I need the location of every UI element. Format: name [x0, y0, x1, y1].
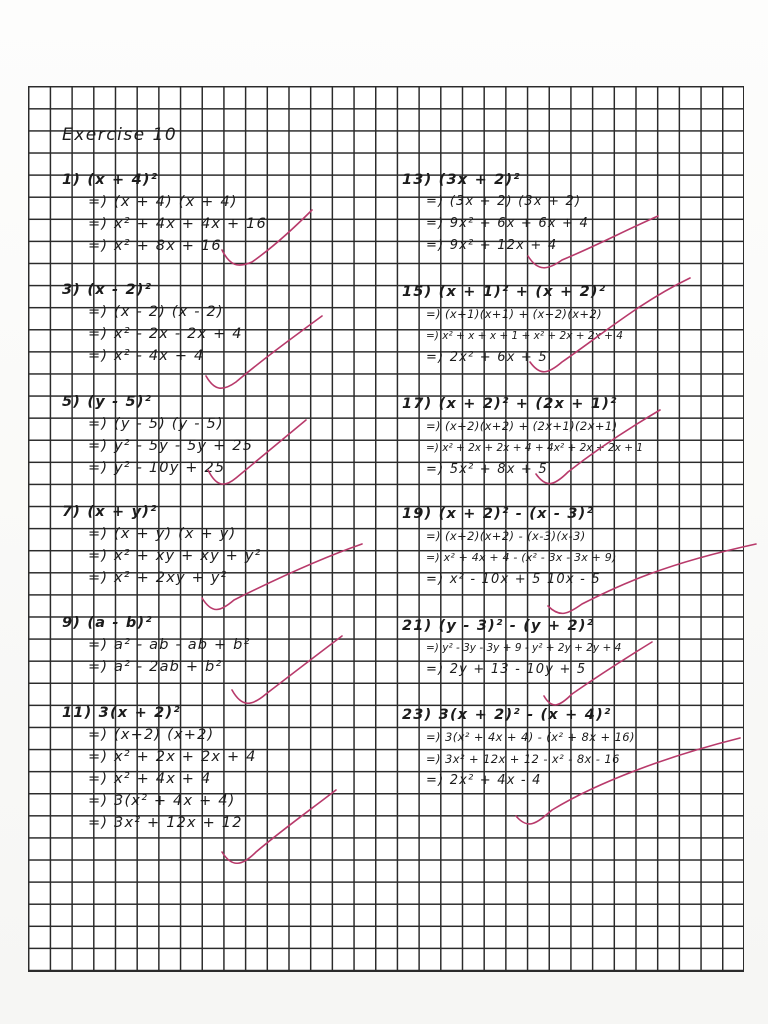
exercise-title: Exercise 10 [62, 125, 178, 145]
problem-1-line: =) x² + 4x + 4x + 16 [88, 216, 267, 232]
problem-7-line: =) x² + xy + xy + y² [88, 548, 262, 564]
problem-7-line: 7) (x + y)² [62, 504, 158, 520]
problem-15-line: =) 2x² + 6x + 5 [426, 350, 548, 365]
problem-11-line: =) (x+2) (x+2) [88, 727, 215, 743]
problem-5-line: 5) (y - 5)² [62, 394, 153, 410]
problem-23-line: =) 3x² + 12x + 12 - x² - 8x - 16 [426, 752, 620, 766]
problem-19-line: =) x² - 10x + 5 10x - 5 [426, 572, 601, 587]
problem-21-line: =) 2y + 13 - 10y + 5 [426, 662, 587, 677]
problem-19-line: =) (x+2)(x+2) - (x-3)(x-3) [426, 529, 586, 543]
problem-9-line: =) a² - ab - ab + b² [88, 637, 251, 653]
problem-1-line: =) (x + 4) (x + 4) [88, 194, 238, 210]
problem-5-line: =) (y - 5) (y - 5) [88, 416, 224, 432]
problem-17-line: =) 5x² + 8x + 5 [426, 462, 548, 477]
problem-11-line: =) 3(x² + 4x + 4) [88, 793, 236, 809]
problem-5-line: =) y² - 10y + 25 [88, 460, 226, 476]
problem-11-line: =) x² + 4x + 4 [88, 771, 212, 787]
problem-3-line: =) x² - 4x + 4 [88, 348, 205, 364]
problem-15-line: =) (x+1)(x+1) + (x+2)(x+2) [426, 307, 603, 321]
problem-21-line: =) y² - 3y - 3y + 9 - y² + 2y + 2y + 4 [426, 642, 622, 654]
problem-23-line: =) 3(x² + 4x + 4) - (x² + 8x + 16) [426, 730, 635, 744]
problem-15-line: 15) (x + 1)² + (x + 2)² [402, 284, 607, 300]
problem-3-line: 3) (x - 2)² [62, 282, 153, 298]
problem-7-line: =) x² + 2xy + y² [88, 570, 228, 586]
problem-1-line: 1) (x + 4)² [62, 172, 159, 188]
problem-7-line: =) (x + y) (x + y) [88, 526, 237, 542]
problem-13-line: =) 9x² + 12x + 4 [426, 238, 558, 253]
problem-15-line: =) x² + x + x + 1 + x² + 2x + 2x + 4 [426, 330, 623, 342]
problem-17-line: =) (x+2)(x+2) + (2x+1)(2x+1) [426, 419, 618, 433]
problem-17-line: =) x² + 2x + 2x + 4 + 4x² + 2x + 2x + 1 [426, 442, 644, 454]
problem-13-line: 13) (3x + 2)² [402, 172, 521, 188]
problem-1-line: =) x² + 8x + 16 [88, 238, 222, 254]
problem-9-line: 9) (a - b)² [62, 615, 153, 631]
problem-13-line: =) 9x² + 6x + 6x + 4 [426, 216, 589, 231]
problem-23-line: =) 2x² + 4x - 4 [426, 773, 542, 788]
problem-11-line: =) x² + 2x + 2x + 4 [88, 749, 257, 765]
problem-19-line: =) x² + 4x + 4 - (x² - 3x - 3x + 9) [426, 551, 617, 564]
problem-13-line: =) (3x + 2) (3x + 2) [426, 194, 582, 209]
problem-11-line: =) 3x² + 12x + 12 [88, 815, 243, 831]
problem-17-line: 17) (x + 2)² + (2x + 1)² [402, 396, 618, 412]
problem-11-line: 11) 3(x + 2)² [62, 705, 181, 721]
problem-5-line: =) y² - 5y - 5y + 25 [88, 438, 254, 454]
problem-19-line: 19) (x + 2)² - (x - 3)² [402, 506, 595, 522]
problem-9-line: =) a² - 2ab + b² [88, 659, 223, 675]
problem-21-line: 21) (y - 3)² - (y + 2)² [402, 618, 595, 634]
problem-3-line: =) (x - 2) (x - 2) [88, 304, 224, 320]
problem-3-line: =) x² - 2x - 2x + 4 [88, 326, 243, 342]
problem-23-line: 23) 3(x + 2)² - (x + 4)² [402, 707, 612, 723]
